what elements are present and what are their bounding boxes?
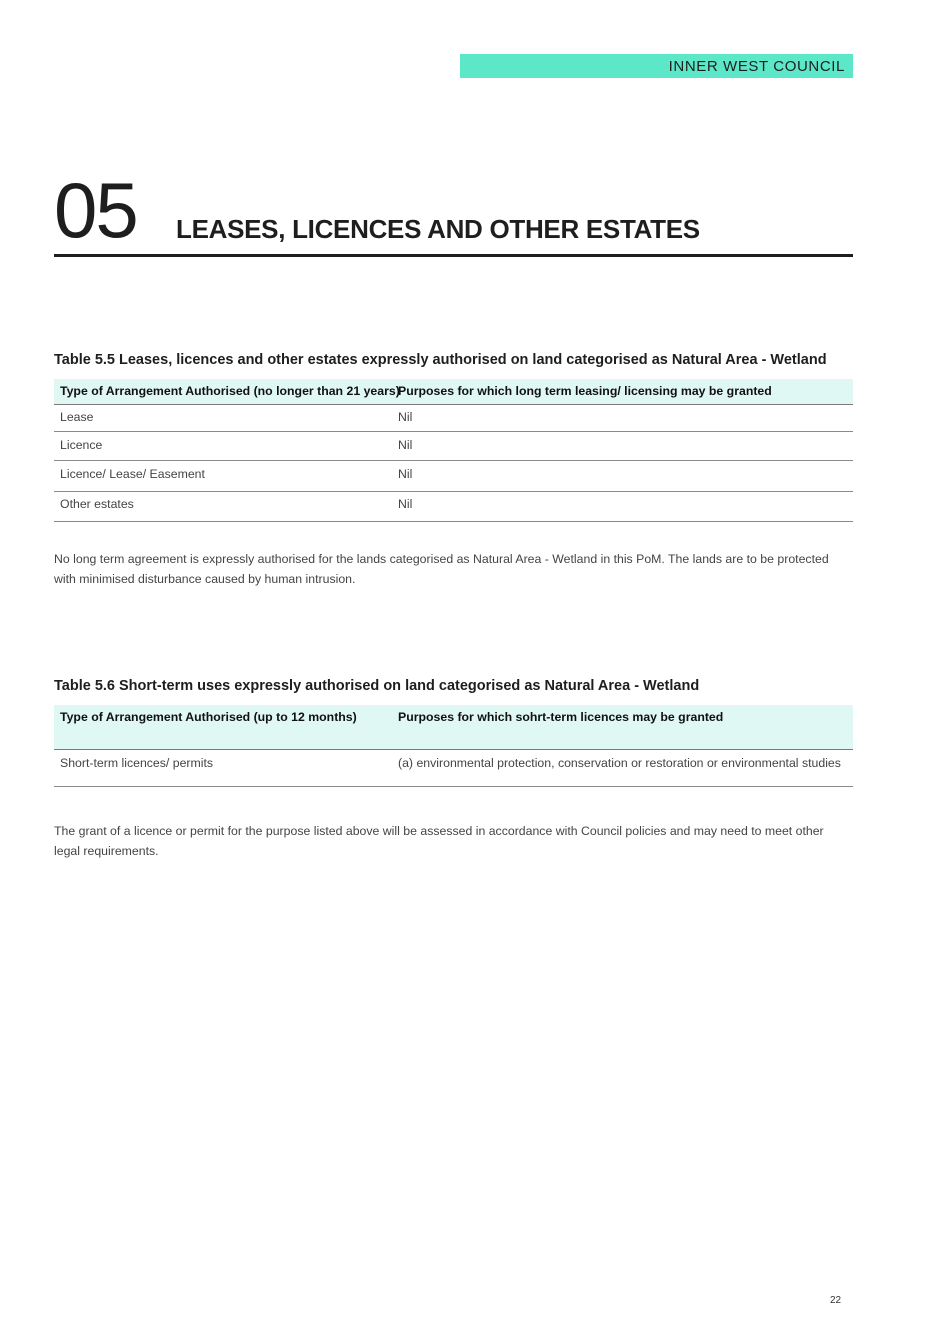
- organisation-name: INNER WEST COUNCIL: [668, 58, 845, 75]
- cell-purpose: Nil: [398, 497, 413, 511]
- chapter-title: LEASES, LICENCES AND OTHER ESTATES: [176, 214, 700, 244]
- page-number: 22: [830, 1295, 842, 1306]
- table-row: [54, 461, 853, 492]
- table-header: [54, 705, 853, 750]
- table-5-6-title: Table 5.6 Short-term uses expressly authorised on land categorised as Natural Area - Wetland: [54, 678, 700, 694]
- cell-arrangement: Licence: [60, 438, 103, 452]
- chapter-number: 05: [54, 166, 137, 254]
- cell-arrangement: Lease: [60, 410, 94, 424]
- column-header-arrangement: Type of Arrangement Authorised (up to 12 months): [60, 710, 357, 724]
- chapter-heading: [54, 168, 853, 257]
- cell-purpose: Nil: [398, 467, 413, 481]
- table-row: [54, 750, 853, 787]
- table-5-5-title: Table 5.5 Leases, licences and other estates expressly authorised on land categorised as Natural Area - Wetland: [54, 352, 827, 368]
- cell-arrangement: Other estates: [60, 497, 134, 511]
- cell-purpose: Nil: [398, 438, 413, 452]
- table-5-5-note: No long term agreement is expressly authorised for the lands categorised as Natural Area - Wetland in this PoM. The lands are to be protected with minimised disturbance caused by human intrusion.: [54, 552, 829, 586]
- table-5-6-note: The grant of a licence or permit for the purpose listed above will be assessed in accordance with Council policies and may need to meet other legal requirements.: [54, 824, 824, 858]
- cell-purpose: (a) environmental protection, conservation or restoration or environmental studies: [398, 756, 841, 770]
- table-row: [54, 405, 853, 432]
- column-header-purposes: Purposes for which long term leasing/ licensing may be granted: [398, 384, 772, 398]
- cell-arrangement: Licence/ Lease/ Easement: [60, 467, 205, 481]
- column-header-arrangement: Type of Arrangement Authorised (no longer than 21 years): [60, 384, 400, 398]
- cell-purpose: Nil: [398, 410, 413, 424]
- table-header: [54, 379, 853, 405]
- table-row: [54, 432, 853, 461]
- header-band: [460, 54, 853, 78]
- table-row: [54, 492, 853, 522]
- table-5-6: [54, 705, 853, 787]
- table-5-5: [54, 379, 853, 522]
- column-header-purposes: Purposes for which sohrt-term licences may be granted: [398, 710, 724, 724]
- cell-arrangement: Short-term licences/ permits: [60, 756, 214, 770]
